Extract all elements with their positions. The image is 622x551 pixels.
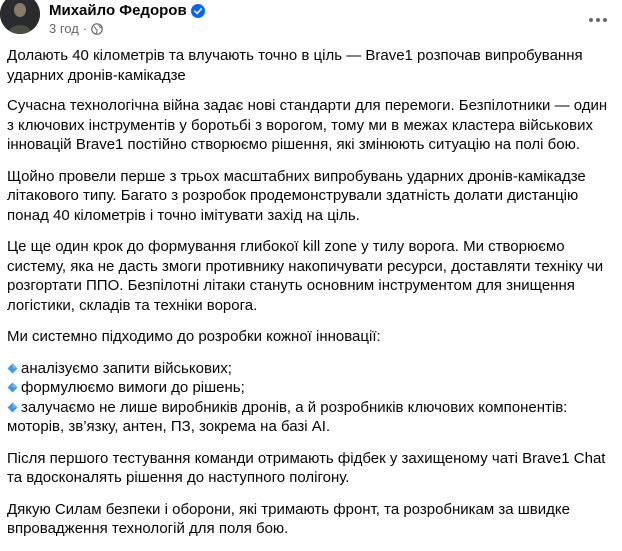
list-item-text: формулюємо вимоги до рішень; [21, 379, 245, 396]
author-line [49, 1, 205, 21]
post-paragraph: Дякую Силам безпеки і оборони, які тримають фронт, та розробникам за швидке впровадження технологій для поля бою. [7, 500, 570, 537]
list-item [7, 398, 613, 437]
author-name[interactable]: Михайло Федоров [49, 2, 187, 19]
post-header [0, 0, 622, 44]
verified-badge-icon [191, 4, 205, 18]
blue-diamond-icon [7, 379, 18, 390]
post-paragraph: Щойно провели перше з трьох масштабних випробувань ударних дронів-камікадзе літакового типу. Багато з розробок продемонстрували здатність долати дистанцію понад 40 кілометрів і точно імітувати захід на ціль. [7, 167, 586, 224]
post-paragraph: Ми системно підходимо до розробки кожної інновації: [7, 328, 381, 345]
blue-diamond-icon [7, 399, 18, 410]
post-time[interactable]: 3 год [49, 21, 79, 36]
meta-separator: · [82, 21, 88, 36]
post-paragraph: Це ще один крок до формування глибокої kill zone у тилу ворога. Ми створюємо систему, яка не дасть змоги противнику накопичувати ресурси, доставляти техніку чи розгортати ППО. Безпілотні літаки стануть основним інструментом для знищення логістики, складів та техніки ворога. [7, 238, 604, 314]
list-item [7, 359, 613, 379]
author-avatar[interactable] [0, 0, 40, 34]
globe-icon[interactable] [91, 23, 103, 35]
post-body [7, 46, 613, 551]
list-item-text: аналізуємо запити військових; [21, 359, 232, 377]
blue-diamond-icon [7, 360, 18, 371]
more-options-icon[interactable] [588, 10, 608, 30]
list-item [7, 378, 613, 398]
list-item-text: залучаємо не лише виробників дронів, а й розробників ключових компонентів: моторів, зв’язку, антен, ПЗ, зокрема на базі AI. [7, 398, 568, 435]
post-paragraph: Після першого тестування команди отримають фідбек у захищеному чаті Brave1 Chat та вдосконалять рішення до наступного полігону. [7, 449, 606, 486]
post-paragraph: Сучасна технологічна війна задає нові стандарти для перемоги. Безпілотники — один з ключових інструментів у боротьбі з ворогом, тому ми в межах кластера військових інновацій Brave1 постійно створюємо рішення, які змінюють ситуацію на полі бою. [7, 97, 608, 153]
post-meta [49, 21, 103, 37]
post-title: Долають 40 кілометрів та влучають точно в ціль — Brave1 розпочав випробування ударних дронів-камікадзе [7, 47, 583, 84]
bullet-list [7, 359, 613, 437]
